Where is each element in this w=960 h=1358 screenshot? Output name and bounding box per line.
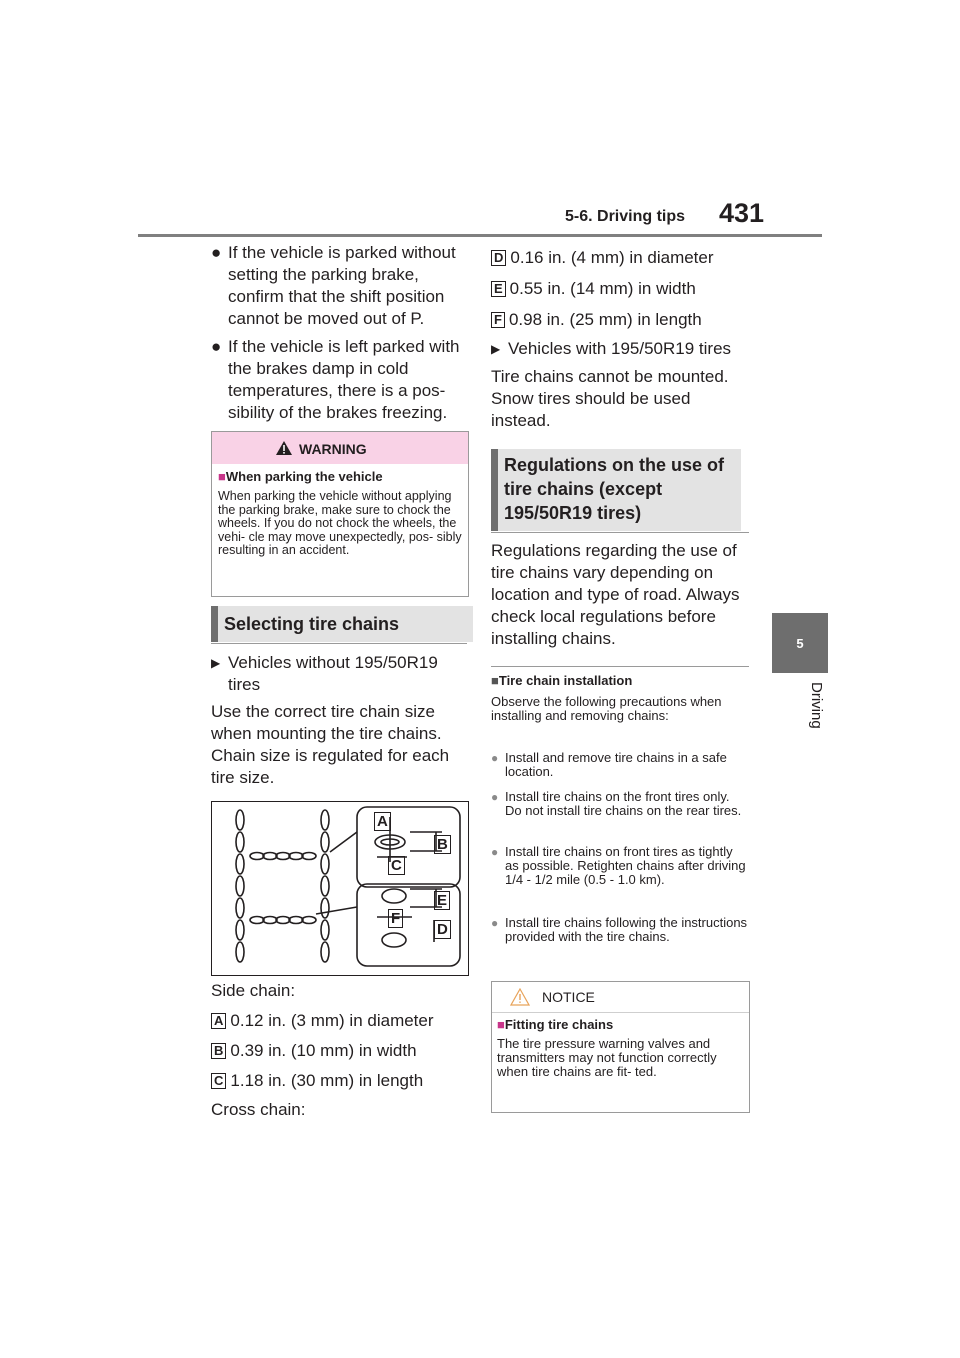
- figure-label-d: D: [434, 920, 455, 940]
- triangle-bullet-icon: ▶: [211, 656, 221, 670]
- cross-chain-bottom: [250, 917, 316, 924]
- chain-diagram: [212, 802, 468, 975]
- figure-label-b: B: [434, 835, 455, 855]
- bullet-dot-icon: ●: [211, 337, 222, 356]
- cross-chain-item-e: E 0.55 in. (14 mm) in width: [491, 278, 696, 300]
- notice-body: The tire pressure warning valves and transmitters may not function correctly when tire chains are fit- ted.: [497, 1036, 717, 1079]
- tire-chain-figure: [211, 801, 469, 976]
- install-intro: Observe the following precautions when installing and removing chains:: [491, 694, 722, 723]
- notice-header: [492, 982, 749, 1013]
- warning-body: When parking the vehicle without applying the parking brake, make sure to chock the wheels. If you do not chock the wheels, the vehi- cle may move unexpectedly, pos- sibly resulting in an accident.: [218, 489, 462, 557]
- install-item: ● Install tire chains on the front tires only. Do not install tire chains on the rear tires.: [491, 789, 742, 818]
- grey-dot-icon: ●: [491, 916, 499, 930]
- figure-label-e: E: [434, 891, 454, 911]
- cross-chain-top: [250, 853, 316, 860]
- grey-dot-icon: ●: [491, 790, 499, 804]
- section-heading-regulations: Regulations on the use of tire chains (except 195/50R19 tires): [491, 449, 741, 531]
- cross-chain-item-d: D 0.16 in. (4 mm) in diameter: [491, 247, 714, 269]
- bullet-brakes-freezing: ● If the vehicle is left parked with the brakes damp in cold temperatures, there is a pos- sibility of the brakes freezing.: [211, 337, 460, 422]
- paragraph-chain-size: Use the correct tire chain size when mounting the tire chains. Chain size is regulated for each tire size.: [211, 702, 450, 787]
- chapter-tab-label: Driving: [808, 682, 825, 729]
- figure-label-c: C: [388, 856, 409, 876]
- notice-subtitle: ■Fitting tire chains: [497, 1017, 614, 1032]
- install-rule: [491, 666, 749, 667]
- notice-box: [491, 981, 750, 1113]
- bullet-dot-icon: ●: [211, 243, 222, 262]
- side-chain-label: Side chain:: [211, 981, 296, 1000]
- bullet-parking-brake: ● If the vehicle is parked without setting the parking brake, confirm that the shift position cannot be moved out of P.: [211, 243, 456, 328]
- figure-label-a: A: [374, 812, 395, 832]
- section-rule: [491, 532, 749, 533]
- paragraph-snow-tires: Tire chains cannot be mounted. Snow tires should be used instead.: [491, 367, 729, 430]
- sub-bullet-with: ▶ Vehicles with 195/50R19 tires: [491, 339, 732, 358]
- grey-dot-icon: ●: [491, 751, 499, 765]
- side-chain-item-c: C 1.18 in. (30 mm) in length: [211, 1070, 423, 1092]
- notice-triangle-icon: [510, 988, 530, 1006]
- side-chain-item-b: B 0.39 in. (10 mm) in width: [211, 1040, 417, 1062]
- side-chain-item-a: A 0.12 in. (3 mm) in diameter: [211, 1010, 434, 1032]
- warning-box: [211, 431, 469, 597]
- sub-bullet-without: ▶ Vehicles without 195/50R19 tires: [211, 653, 438, 694]
- section-heading-selecting: Selecting tire chains: [211, 606, 473, 642]
- warning-subtitle: ■When parking the vehicle: [218, 469, 383, 484]
- cross-chain-item-f: F 0.98 in. (25 mm) in length: [491, 309, 702, 331]
- chapter-tab-number: 5: [772, 613, 828, 673]
- side-chain-right: [321, 810, 329, 962]
- section-rule: [211, 643, 467, 644]
- header-rule: [138, 234, 822, 237]
- paragraph-regulations: Regulations regarding the use of tire chains vary depending on location and type of road. Always check local regulations before installing chains.: [491, 541, 740, 648]
- warning-title: WARNING: [299, 441, 367, 457]
- install-item: ● Install and remove tire chains in a safe location.: [491, 750, 727, 779]
- warning-triangle-icon: [275, 440, 293, 456]
- install-item: ● Install tire chains following the instructions provided with the tire chains.: [491, 915, 748, 944]
- install-title: ■Tire chain installation: [491, 673, 633, 688]
- triangle-bullet-icon: ▶: [491, 342, 501, 356]
- side-chain-left: [236, 810, 244, 962]
- grey-dot-icon: ●: [491, 845, 499, 859]
- notice-title: NOTICE: [542, 989, 595, 1005]
- page-number: 431: [719, 198, 765, 228]
- figure-label-f: F: [388, 909, 407, 929]
- section-title: 5-6. Driving tips: [565, 208, 686, 225]
- cross-chain-label: Cross chain:: [211, 1100, 306, 1119]
- warning-header: [212, 432, 468, 464]
- install-item: ● Install tire chains on front tires as tightly as possible. Retighten chains after driving 1/4 - 1/2 mile (0.5 - 1.0 km).: [491, 844, 746, 887]
